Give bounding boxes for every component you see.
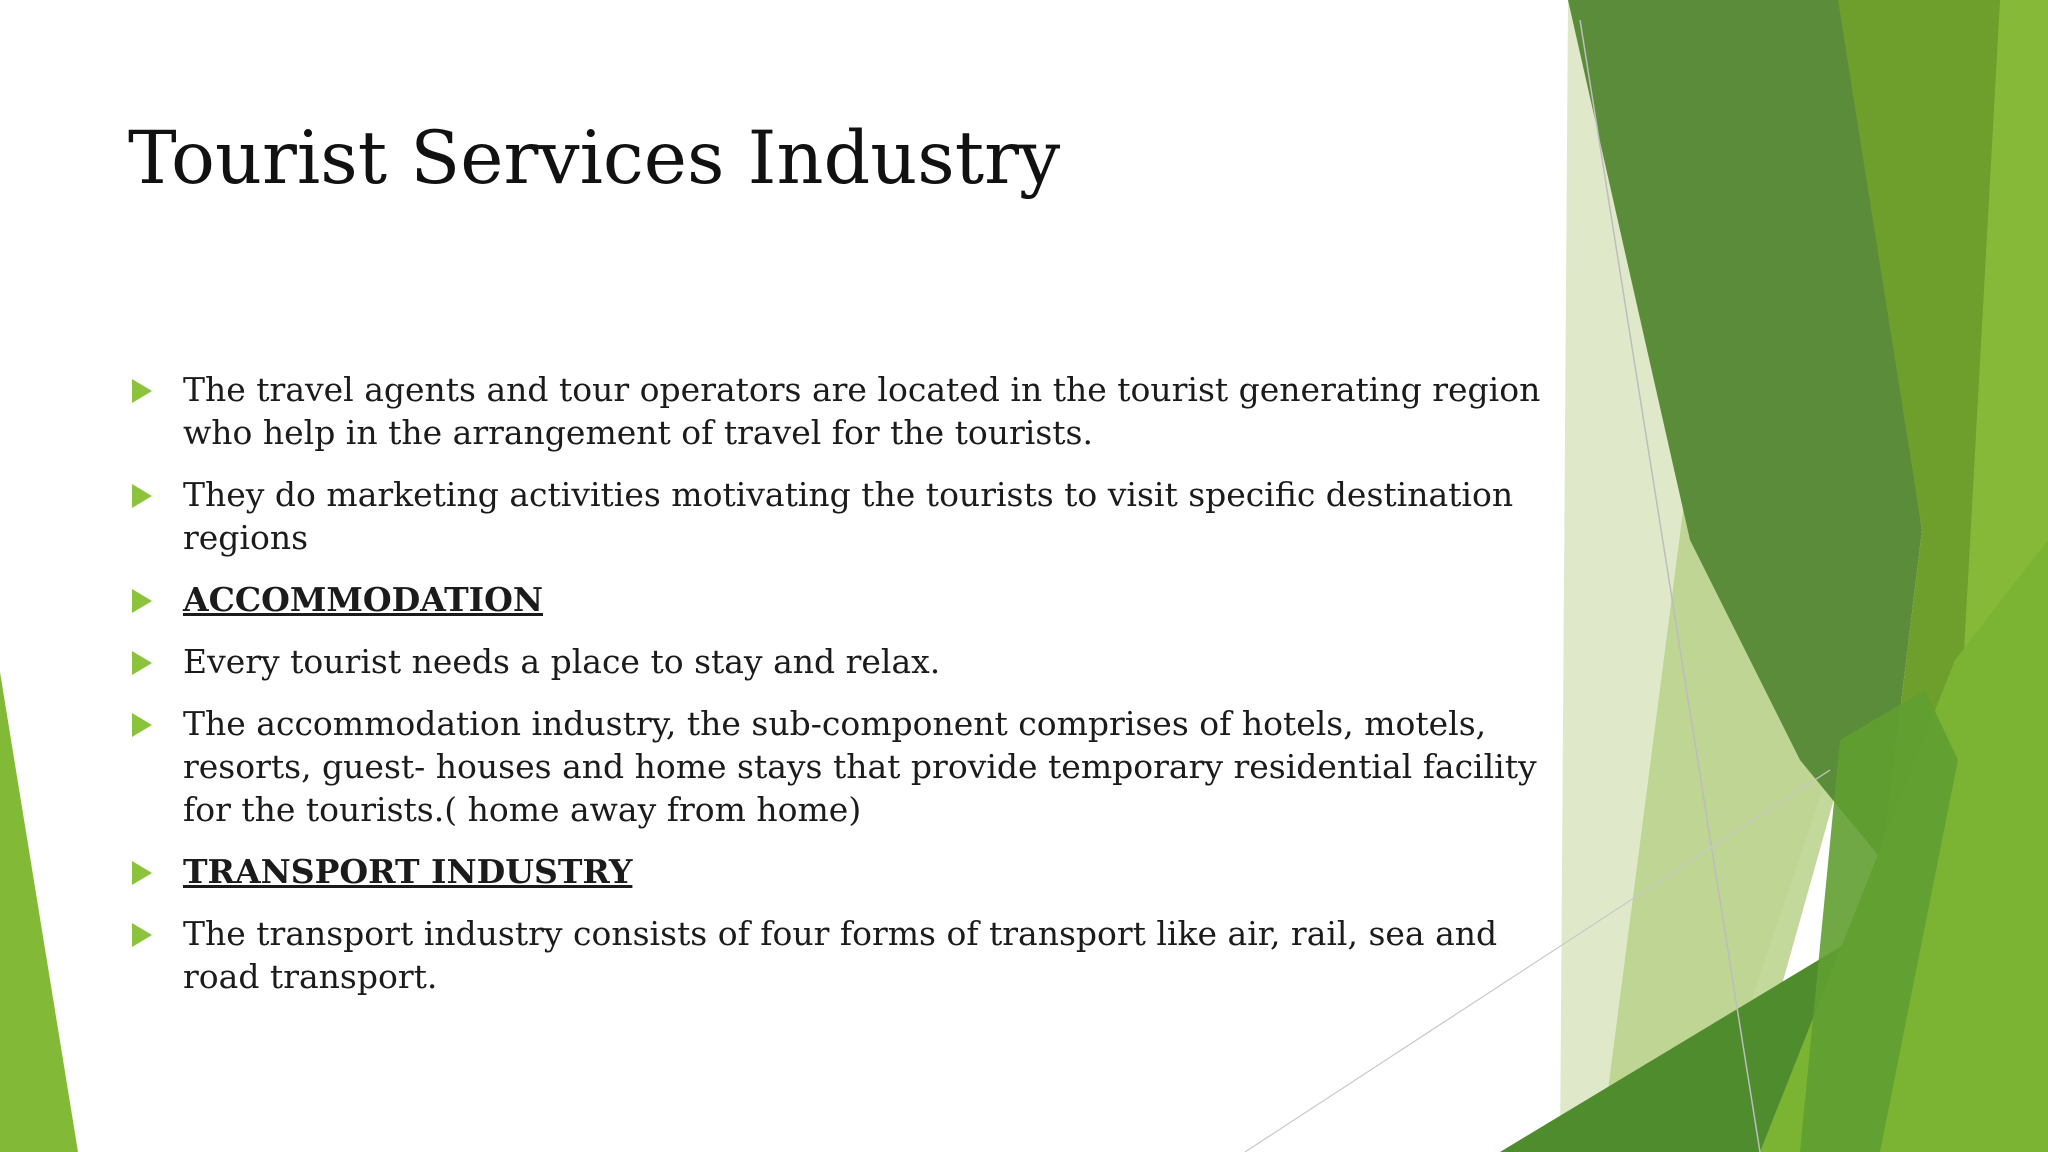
bullet-item [128, 640, 1548, 683]
triangle-arrow-icon [132, 713, 152, 737]
left-green-sliver [0, 672, 78, 1152]
triangle-arrow-icon [132, 861, 152, 885]
bullet-text: The travel agents and tour operators are located in the tourist generating region who help in the arrangement of travel for the tourists. [183, 370, 1541, 452]
bullet-list [128, 368, 1548, 1017]
triangle-arrow-icon [132, 484, 152, 508]
bullet-item [128, 702, 1548, 831]
bullet-text: The accommodation industry, the sub-component comprises of hotels, motels, resorts, guest- houses and home stays that provide temporary residential facility for the tourists.( home away from home) [183, 704, 1537, 829]
bullet-text: The transport industry consists of four forms of transport like air, rail, sea and road transport. [183, 914, 1498, 996]
bullet-item [128, 473, 1548, 559]
triangle-arrow-icon [132, 379, 152, 403]
triangle-arrow-icon [132, 589, 152, 613]
section-heading-accommodation: ACCOMMODATION [183, 580, 544, 619]
slide-title: Tourist Services Industry [128, 116, 1061, 201]
section-heading-transport: TRANSPORT INDUSTRY [183, 852, 633, 891]
bullet-item [128, 850, 1548, 893]
triangle-arrow-icon [132, 923, 152, 947]
bullet-item [128, 912, 1548, 998]
bullet-text: Every tourist needs a place to stay and relax. [183, 642, 941, 681]
triangle-arrow-icon [132, 651, 152, 675]
bullet-item [128, 368, 1548, 454]
bullet-text: They do marketing activities motivating the tourists to visit specific destination regions [183, 475, 1514, 557]
bullet-item [128, 578, 1548, 621]
